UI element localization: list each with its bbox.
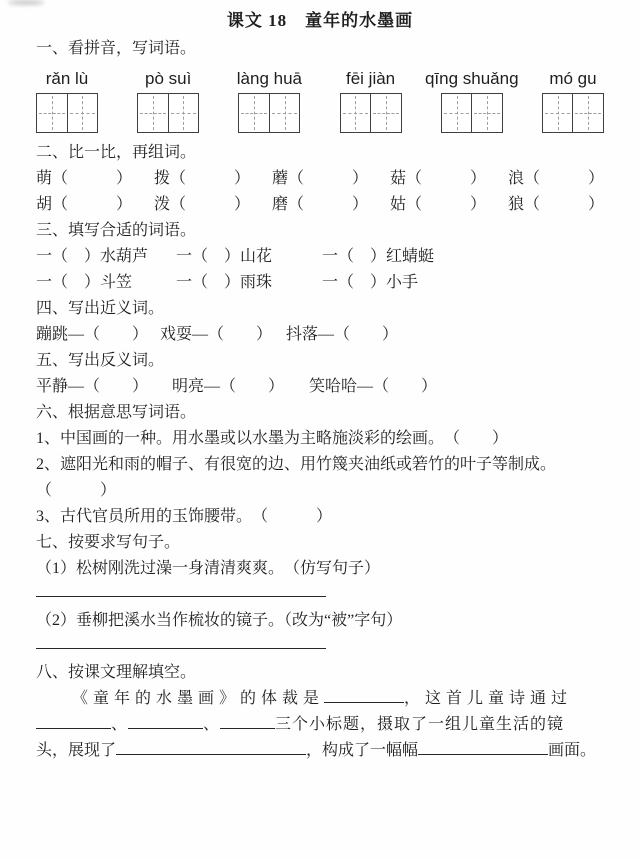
phrase-item: 一（ ）红蜻蜓 [322, 248, 435, 265]
scan-artifact [8, 0, 44, 5]
phrase-item: 一（ ）水葫芦 [36, 248, 149, 265]
compare-item: 姑（ ） [389, 196, 486, 213]
compare-item: 磨（ ） [271, 196, 368, 213]
blank-line [324, 687, 404, 703]
writing-grid [137, 93, 199, 133]
section6-heading: 六、根据意思写词语。 [36, 404, 197, 421]
writing-grid [542, 93, 604, 133]
pinyin-label: mó gu [549, 69, 597, 88]
fill-text: 《童年的水墨画》的体裁是 [72, 690, 325, 707]
answer-line [36, 596, 326, 597]
page-title: 课文 18 童年的水墨画 [226, 11, 414, 30]
antonym-row [36, 374, 604, 400]
fill-text: 画面。 [548, 742, 597, 759]
pinyin-item [424, 68, 519, 133]
writing-grid [36, 93, 98, 133]
definition-item: 1、中国画的一种。用水墨或以水墨为主略施淡彩的绘画。 （ ） [36, 430, 509, 447]
compare-item: 泼（ ） [153, 196, 250, 213]
cloze-line-3 [36, 738, 604, 764]
cloze-line-2 [36, 712, 604, 738]
compare-item: 菇（ ） [389, 170, 486, 187]
grid-cell [471, 94, 502, 132]
antonym-item: 平静—（ ） [36, 378, 149, 395]
definition-paren: （ ） [36, 482, 117, 499]
fill-text: 头，展现了 [36, 742, 117, 759]
phrase-row [36, 244, 604, 270]
grid-cell [138, 94, 168, 132]
pinyin-label: fēi jiàn [345, 69, 396, 88]
antonym-item: 明亮—（ ） [172, 378, 285, 395]
writing-grid [238, 93, 300, 133]
synonym-row [36, 322, 604, 348]
synonym-item: 戏耍—（ ） [160, 326, 273, 343]
grid-cell [37, 94, 67, 132]
phrase-item: 一（ ）雨珠 [176, 274, 273, 291]
pinyin-label: rǎn lù [45, 69, 89, 88]
cloze-line-1 [36, 686, 604, 712]
section7-heading: 七、按要求写句子。 [36, 534, 181, 551]
writing-grid [340, 93, 402, 133]
compare-row [36, 192, 604, 218]
section1-heading: 一、看拼音，写词语。 [36, 40, 197, 57]
writing-grid [441, 93, 503, 133]
compare-item: 萌（ ） [36, 170, 133, 187]
sentence-item: （2）垂柳把溪水当作梳妆的镜子。（改为“被”字句） [36, 612, 403, 629]
pinyin-label: pò suì [145, 69, 192, 88]
definition-item: 2、遮阳光和雨的帽子、有很宽的边、用竹篾夹油纸或箬竹的叶子等制成。 [36, 456, 557, 473]
section2-heading: 二、比一比，再组词。 [36, 144, 197, 161]
grid-cell [370, 94, 401, 132]
fill-text: ，这首儿童诗通过 [404, 690, 573, 707]
sentence-item: （1）松树刚洗过澡一身清清爽爽。 （仿写句子） [36, 560, 381, 577]
grid-cell [572, 94, 603, 132]
section4-heading: 四、写出近义词。 [36, 300, 165, 317]
fill-text: ，构成了一幅幅 [306, 742, 419, 759]
fill-text: 、 [111, 716, 129, 733]
grid-cell [168, 94, 199, 132]
blank-line [418, 739, 548, 755]
compare-item: 拨（ ） [153, 170, 250, 187]
blank-line [36, 713, 111, 729]
blank-line [220, 713, 275, 729]
compare-item: 蘑（ ） [271, 170, 368, 187]
pinyin-item [137, 68, 199, 133]
grid-cell [341, 94, 371, 132]
definition-item: 3、古代官员所用的玉饰腰带。 （ ） [36, 508, 333, 525]
pinyin-item [542, 68, 604, 133]
phrase-row [36, 270, 604, 296]
phrase-item: 一（ ）小手 [322, 274, 419, 291]
section5-heading: 五、写出反义词。 [36, 352, 165, 369]
grid-cell [543, 94, 573, 132]
section3-heading: 三、填写合适的词语。 [36, 222, 197, 239]
grid-cell [269, 94, 300, 132]
pinyin-writing-row [36, 68, 604, 133]
grid-cell [442, 94, 472, 132]
blank-line [116, 739, 306, 755]
antonym-item: 笑哈哈—（ ） [309, 378, 438, 395]
section8-heading: 八、按课文理解填空。 [36, 664, 197, 681]
compare-item: 狼（ ） [507, 196, 604, 213]
synonym-item: 蹦跳—（ ） [36, 326, 149, 343]
compare-item: 胡（ ） [36, 196, 133, 213]
compare-row [36, 166, 604, 192]
compare-item: 浪（ ） [507, 170, 604, 187]
pinyin-label: qīng shuǎng [424, 69, 519, 88]
pinyin-item [36, 68, 98, 133]
pinyin-item [238, 68, 300, 133]
blank-line [128, 713, 203, 729]
fill-text: 、 [203, 716, 221, 733]
grid-cell [239, 94, 269, 132]
phrase-item: 一（ ）斗笠 [36, 274, 133, 291]
fill-text: 三个小标题，摄取了一组儿童生活的镜 [275, 716, 565, 733]
pinyin-label: làng huā [236, 69, 302, 88]
phrase-item: 一（ ）山花 [176, 248, 273, 265]
synonym-item: 抖落—（ ） [286, 326, 399, 343]
pinyin-item [340, 68, 402, 133]
answer-line [36, 648, 326, 649]
grid-cell [67, 94, 98, 132]
